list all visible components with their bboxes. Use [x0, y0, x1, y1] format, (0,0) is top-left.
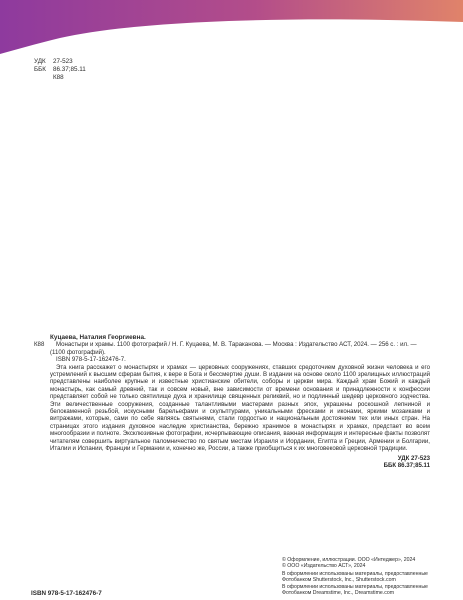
catalog-card — [34, 334, 430, 469]
bbk-key: ББК — [34, 65, 46, 73]
udk-value: 27-523 — [53, 58, 73, 65]
card-title: Монастыри и храмы. 1100 фотографий / Н. Г. Куцаева, М. В. Тараканова. — Москва : Издательство АСТ, 2024. — 256 с. : ил. — (1100 фотографий). — [50, 341, 417, 356]
card-author: Куцаева, Наталия Георгиевна. — [50, 334, 146, 341]
bbk-value: 86.37;85.11 — [53, 65, 86, 73]
copyright-block — [282, 557, 452, 597]
card-author-mark: К88 — [34, 341, 45, 349]
credit-line: В оформлении использованы материалы, предоставленные — [282, 584, 428, 591]
udk-key: УДК — [34, 58, 46, 65]
udk-row — [34, 58, 86, 66]
card-indexes — [34, 455, 430, 470]
credit-line: Фотобанком Shutterstock, Inc., Shutterstock.com — [282, 576, 396, 583]
copyright-line: © ООО «Издательство АСТ», 2024 — [282, 563, 366, 570]
credit-line: В оформлении использованы материалы, предоставленные — [282, 570, 428, 577]
credit-line: Фотобанком Dreamstime, Inc., Dreamstime.com — [282, 590, 395, 597]
author-mark: К88 — [53, 73, 64, 81]
isbn-footer: ISBN 978-5-17-162476-7 — [31, 590, 102, 597]
gradient-wave — [0, 0, 463, 54]
card-title-row — [34, 341, 430, 356]
card-isbn: ISBN 978-5-17-162476-7. — [56, 356, 126, 364]
decorative-header-band — [0, 0, 463, 54]
author-mark-row — [34, 74, 86, 82]
bbk-row — [34, 66, 86, 74]
classification-block — [34, 58, 86, 81]
card-udk: УДК 27-523 — [397, 454, 430, 462]
card-annotation: Эта книга расскажет о монастырях и храмах — церковных сооружениях, ставших средоточием духовной жизни человека и его устремлений к высшим сферам бытия, к вере в Бога и бессмертие души. В издании на основе около 1100 зрелищных иллюстраций представлены наиболее крупные и известные христианские обители, соборы и церкви мира. Каждый храм Божий и каждый монастырь, как самый древний, так и совсем новый, вне зависимости от времени основания и принадлежности к конфессии представляет собой не только святилище духа и хранилище священных реликвий, но и подлинный шедевр церковного зодчества. Эти величественные сооружения, созданные талантливыми мастерами разных эпох, украшены роскошной лепниной и белокаменной резьбой, искусными барельефами и скульптурами, уникальными фресками и иконами, яркими мозаиками и витражами, которые, сами по себе являясь святынями, стали гордостью и национальным достоянием тех или иных стран. На страницах этого издания духовное наследие христианства, бережно хранимое в монастырях и храмах, предстает во всем многообразии и полноте. Эксклюзивные фотографии, исчерпывающие описания, важная информация и интересные факты позволят читателям совершить виртуальное паломничество по святым местам Израиля и Иордании, Египта и Греции, Армении и Болгарии, Италии и Испании, Франции и Германии и, конечно же, России, а также приобщиться к их многовековой церковной традиции. — [50, 363, 430, 453]
card-bbk: ББК 86.37;85.11 — [383, 461, 430, 469]
copyright-line: © Оформление, иллюстрации. ООО «Интеджер», 2024 — [282, 557, 416, 563]
